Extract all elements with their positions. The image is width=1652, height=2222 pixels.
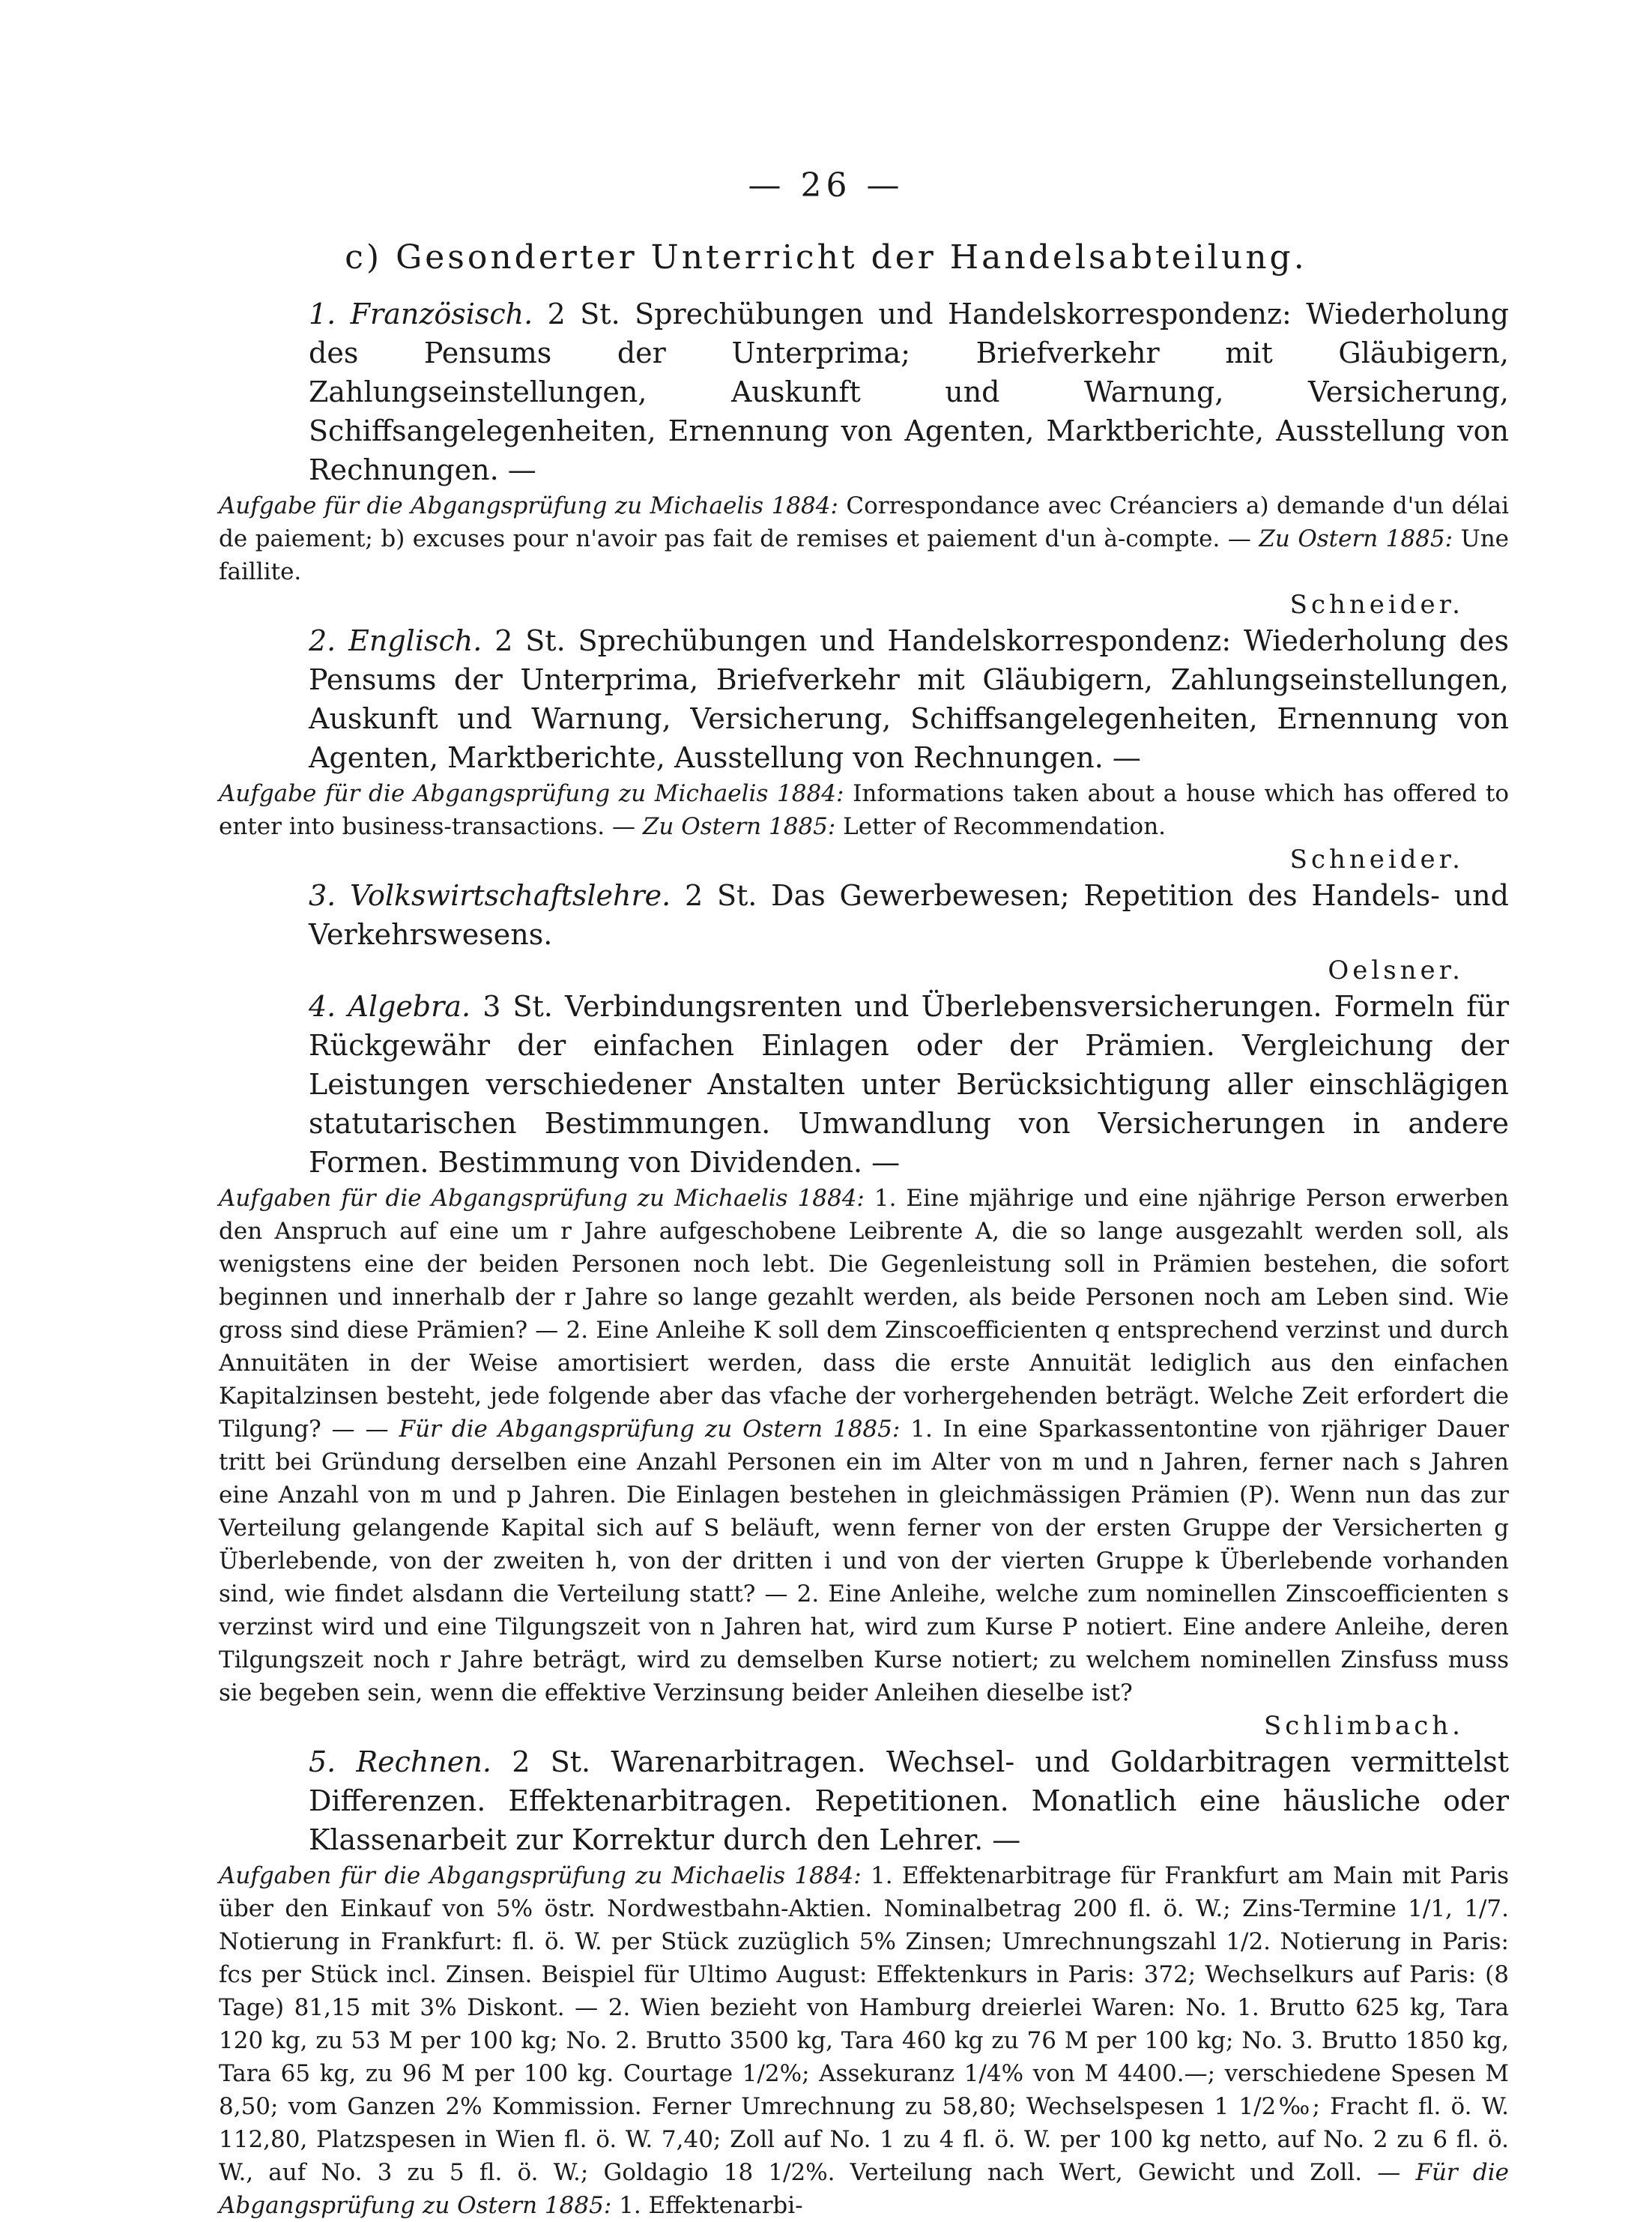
paragraph-franzoesisch	[219, 295, 1509, 489]
subject-label: 1. Französisch.	[309, 298, 533, 330]
exam-tasks-algebra	[219, 1182, 1509, 1709]
paragraph-algebra	[219, 987, 1509, 1182]
teacher-signature: Schneider.	[1289, 590, 1464, 620]
exam-label: Zu Ostern 1885:	[1259, 525, 1453, 552]
teacher-signature: Schlimbach.	[1263, 1711, 1464, 1741]
subject-label: 2. Englisch.	[309, 624, 482, 657]
paragraph-englisch	[219, 621, 1509, 777]
exam-text: Informations taken about a house which has offered to enter into business-transactions. —	[219, 780, 1509, 840]
exam-tasks-rechnen	[219, 1859, 1509, 2222]
page-body	[219, 295, 1509, 2222]
exam-label: Aufgaben für die Abgangsprüfung zu Michaelis 1884:	[219, 1185, 865, 1212]
exam-text: Une faillite.	[219, 525, 1510, 585]
exam-label: Zu Ostern 1885:	[642, 813, 836, 840]
subject-label: 4. Algebra.	[309, 990, 471, 1023]
exam-tasks-franzoesisch	[219, 489, 1509, 588]
paragraph-text: 2 St. Sprechübungen und Handelskorrespondenz: Wiederholung des Pensums der Unterprima, Briefverkehr mit Gläubigern, Zahlungseinstellungen, Auskunft und Warnung, Versicherung, Schiffsangelegenheiten, Ernennung von Agenten, Marktberichte, Ausstellung von Rechnungen. —	[309, 624, 1509, 774]
exam-text: Correspondance avec Créanciers a) demande d'un délai de paiement; b) excuses pour n'avoir pas fait de remises et paiement d'un à-compte. —	[219, 492, 1510, 552]
exam-label: Für die Abgangsprüfung zu Ostern 1885:	[219, 2159, 1509, 2219]
exam-text: 1. Effektenarbitrage für Frankfurt am Main mit Paris über den Einkauf von 5% östr. Nordwestbahn-Aktien. Nominalbetrag 200 fl. ö. W.; Zins-Termine 1/1, 1/7. Notierung in Frankfurt: fl. ö. W. per Stück zuzüglich 5% Zinsen; Umrechnungszahl 1/2. Notierung in Paris: fcs per Stück incl. Zinsen. Beispiel für Ultimo August: Effektenkurs in Paris: 372; Wechselkurs auf Paris: (8 Tage) 81,15 mit 3% Diskont. — 2. Wien bezieht von Hamburg dreierlei Waren: No. 1. Brutto 625 kg, Tara 120 kg, zu 53 M per 100 kg; No. 2. Brutto 3500 kg, Tara 460 kg zu 76 M per 100 kg; No. 3. Brutto 1850 kg, Tara 65 kg, zu 96 M per 100 kg. Courtage 1/2%; Assekuranz 1/4% von M 4400.—; verschiedene Spesen M 8,50; vom Ganzen 2% Kommission. Ferner Umrechnung zu 58,80; Wechselspesen 1 1/2‰; Fracht fl. ö. W. 112,80, Platzspesen in Wien fl. ö. W. 7,40; Zoll auf No. 1 zu 4 fl. ö. W. per 100 kg netto, auf No. 2 zu 6 fl. ö. W., auf No. 3 zu 5 fl. ö. W.; Goldagio 18 1/2%. Verteilung nach Wert, Gewicht und Zoll. —	[219, 1862, 1509, 2186]
paragraph-text: 2 St. Warenarbitragen. Wechsel- und Goldarbitragen vermittelst Differenzen. Effektenarbitragen. Repetitionen. Monatlich eine häusliche oder Klassenarbeit zur Korrektur durch den Lehrer. —	[309, 1745, 1509, 1856]
exam-text: 1. Eine mjährige und eine njährige Person erwerben den Anspruch auf eine um r Jahre aufgeschobene Leibrente A, die so lange ausgezahlt werden soll, als wenigstens eine der beiden Personen noch lebt. Die Gegenleistung soll in Prämien bestehen, die sofort beginnen und innerhalb der r Jahre so lange gezahlt werden, als beide Personen noch am Leben sind. Wie gross sind diese Prämien? — 2. Eine Anleihe K soll dem Zinscoefficienten q entsprechend verzinst und durch Annuitäten in der Weise amortisiert werden, dass die erste Annuität lediglich aus den einfachen Kapitalzinsen besteht, jede folgende aber das vfache der vorhergehenden beträgt. Welche Zeit erfordert die Tilgung? — —	[219, 1185, 1509, 1443]
exam-text: 1. Effektenarbi-	[619, 2192, 803, 2219]
subject-label: 5. Rechnen.	[309, 1745, 491, 1778]
exam-text: Letter of Recommendation.	[843, 813, 1167, 840]
paragraph-text: 3 St. Verbindungsrenten und Überlebensversicherungen. Formeln für Rückgewähr der einfachen Einlagen oder der Prämien. Vergleichung der Leistungen verschiedener Anstalten unter Berücksichtigung aller einschlägigen statutarischen Bestimmungen. Umwandlung von Versicherungen in andere Formen. Bestimmung von Dividenden. —	[309, 990, 1509, 1179]
paragraph-text: 2 St. Das Gewerbewesen; Repetition des Handels- und Verkehrswesens.	[309, 879, 1509, 951]
exam-tasks-englisch	[219, 777, 1509, 843]
exam-label: Aufgaben für die Abgangsprüfung zu Michaelis 1884:	[219, 1862, 862, 1889]
teacher-signature: Oelsner.	[1328, 955, 1464, 985]
section-heading: c) Gesonderter Unterricht der Handelsabteilung.	[345, 238, 1307, 277]
paragraph-volkswirtschaftslehre	[219, 876, 1509, 954]
exam-label: Für die Abgangsprüfung zu Ostern 1885:	[399, 1416, 901, 1443]
subject-label: 3. Volkswirtschaftslehre.	[309, 879, 671, 912]
paragraph-rechnen	[219, 1742, 1509, 1859]
paragraph-text: 2 St. Sprechübungen und Handelskorrespondenz: Wiederholung des Pensums der Unterprima; Briefverkehr mit Gläubigern, Zahlungseinstellungen, Auskunft und Warnung, Versicherung, Schiffsangelegenheiten, Ernennung von Agenten, Marktberichte, Ausstellung von Rechnungen. —	[309, 298, 1509, 486]
exam-label: Aufgabe für die Abgangsprüfung zu Michaelis 1884:	[219, 492, 838, 519]
page-number: — 26 —	[748, 166, 904, 205]
exam-label: Aufgabe für die Abgangsprüfung zu Michaelis 1884:	[219, 780, 844, 807]
exam-text: 1. In eine Sparkassentontine von rjähriger Dauer tritt bei Gründung derselben eine Anzahl Personen ein im Alter von m und n Jahren, ferner nach s Jahren eine Anzahl von m und p Jahren. Die Einlagen bestehen in gleichmässigen Prämien (P). Wenn nun das zur Verteilung gelangende Kapital sich auf S beläuft, wenn ferner von der ersten Gruppe der Versicherten g Überlebende, von der zweiten h, von der dritten i und von der vierten Gruppe k Überlebende vorhanden sind, wie findet alsdann die Verteilung statt? — 2. Eine Anleihe, welche zum nominellen Zinscoefficienten s verzinst wird und eine Tilgungszeit von n Jahren hat, wird zum Kurse P notiert. Eine andere Anleihe, deren Tilgungszeit noch r Jahre beträgt, wird zu demselben Kurse notiert; zu welchem nominellen Zinsfuss muss sie begeben sein, wenn die effektive Verzinsung beider Anleihen dieselbe ist?	[219, 1416, 1509, 1706]
teacher-signature: Schneider.	[1289, 845, 1464, 875]
